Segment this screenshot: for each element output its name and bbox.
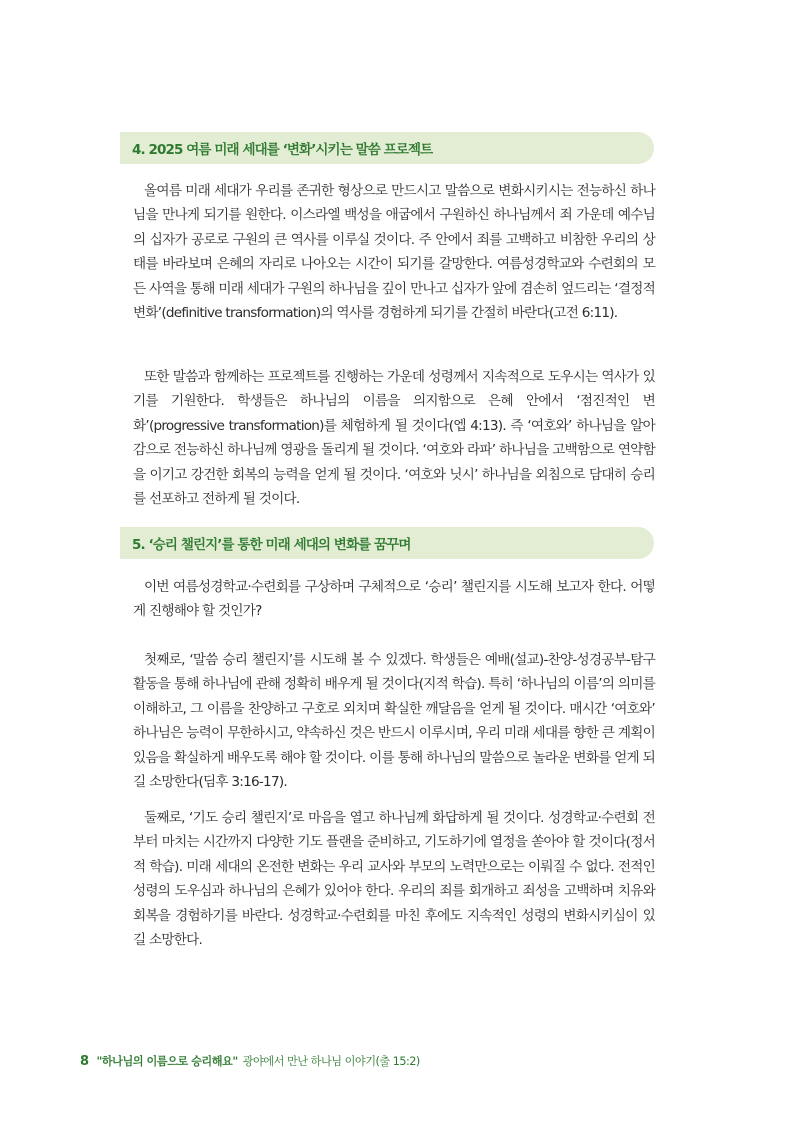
page-footer <box>80 1053 420 1069</box>
section-header-4 <box>120 132 654 164</box>
paragraph-4-2: 또한 말씀과 함께하는 프로젝트를 진행하는 가운데 성령께서 지속적으로 도우시는 역사가 있기를 기원한다. 학생들은 하나님의 이름을 의지함으로 은혜 안에서 ‘점진적인 변화’(progressive transformation)를 체험하게 될 것이다(엡 4:13). 즉 ‘여호와’ 하나님을 알아감으로 전능하신 하나님께 영광을 돌리게 될 것이다. ‘여호와 라파’ 하나님을 고백함으로 연약함을 이기고 강건한 회복의 능력을 얻게 될 것이다. ‘여호와 닛시’ 하나님을 외침으로 담대히 승리를 선포하고 전하게 될 것이다. <box>133 369 655 508</box>
paragraph-5-2: 첫째로, ‘말씀 승리 챌린지’를 시도해 볼 수 있겠다. 학생들은 예배(설교)-찬양-성경공부-탐구 활동을 통해 하나님에 관해 정확히 배우게 될 것이다(지적 학습). 특히 ‘하나님의 이름’의 의미를 이해하고, 그 이름을 찬양하고 구호로 외치며 확실한 깨달음을 얻게 될 것이다. 매시간 ‘여호와’ 하나님은 능력이 무한하시고, 약속하신 것은 반드시 이루시며, 우리 미래 세대를 향한 큰 계획이 있음을 확실하게 배우도록 해야 할 것이다. 이를 통해 하나님의 말씀으로 놀라운 변화를 얻게 되길 소망한다(딤후 3:16-17). <box>133 652 655 791</box>
paragraph-5-3: 둘째로, ‘기도 승리 챌린지’로 마음을 열고 하나님께 화답하게 될 것이다. 성경학교·수련회 전부터 마치는 시간까지 다양한 기도 플랜을 준비하고, 기도하기에 열정을 쏟아야 할 것이다(정서적 학습). 미래 세대의 온전한 변화는 우리 교사와 부모의 노력만으로는 이뤄질 수 없다. 전적인 성령의 도우심과 하나님의 은혜가 있어야 한다. 우리의 죄를 회개하고 죄성을 고백하며 치유와 회복을 경험하기를 바란다. 성경학교·수련회를 마친 후에도 지속적인 성령의 변화시키심이 있길 소망한다. <box>133 810 655 949</box>
book-subtitle: 광야에서 만난 하나님 이야기(출 15:2) <box>242 1055 420 1068</box>
section-title-5: 5. ‘승리 챌린지’를 통한 미래 세대의 변화를 꿈꾸며 <box>132 537 411 553</box>
paragraph-5-1: 이번 여름성경학교·수련회를 구상하며 구체적으로 ‘승리’ 챌린지를 시도해 보고자 한다. 어떻게 진행해야 할 것인가? <box>133 579 655 620</box>
section-header-5 <box>120 527 654 559</box>
book-title: "하나님의 이름으로 승리해요" <box>96 1055 238 1068</box>
page-number: 8 <box>80 1054 89 1069</box>
paragraph-4-1: 올여름 미래 세대가 우리를 존귀한 형상으로 만드시고 말씀으로 변화시키시는 전능하신 하나님을 만나게 되기를 원한다. 이스라엘 백성을 애굽에서 구원하신 하나님께서 죄 가운데 예수님의 십자가 공로로 구원의 큰 역사를 이루실 것이다. 주 안에서 죄를 고백하고 비참한 우리의 상태를 바라보며 은혜의 자리로 나아오는 시간이 되기를 갈망한다. 여름성경학교와 수련회의 모든 사역을 통해 미래 세대가 구원의 하나님을 깊이 만나고 십자가 앞에 겸손히 엎드리는 ‘결정적 변화’(definitive transformation)의 역사를 경험하게 되기를 간절히 바란다(고전 6:11). <box>133 183 655 322</box>
section-title-4: 4. 2025 여름 미래 세대를 ‘변화’시키는 말씀 프로젝트 <box>132 142 433 158</box>
